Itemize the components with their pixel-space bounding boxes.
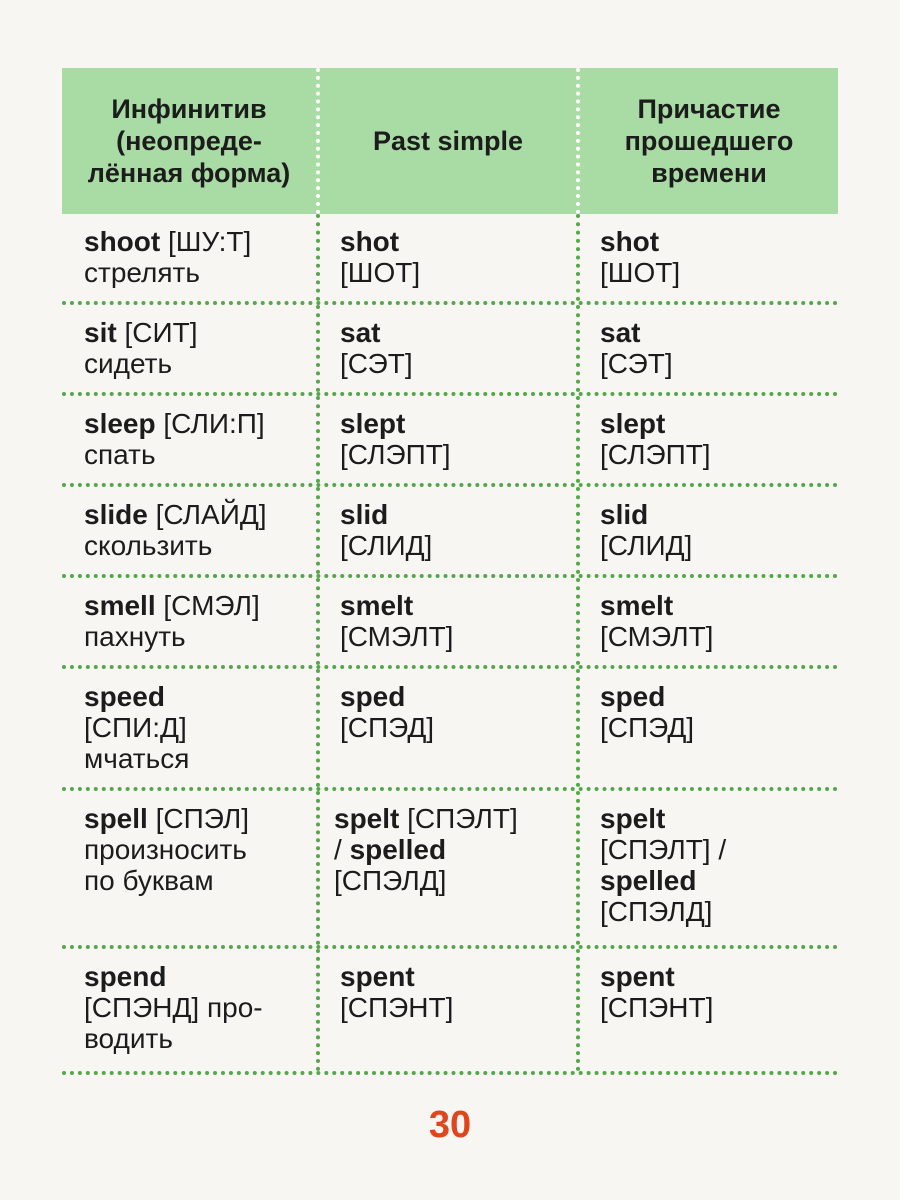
transcription: [СЛИД]: [340, 530, 433, 561]
infinitive-cell: [62, 578, 320, 665]
translation: мчаться: [84, 743, 190, 774]
transcription: [СПЭД]: [600, 712, 695, 743]
participle-cell: [580, 949, 838, 1071]
infinitive-cell: [62, 669, 320, 787]
verb-word: spelt: [334, 803, 400, 834]
transcription: [СПИ:Д]: [84, 712, 187, 743]
verb-word: shoot: [84, 226, 161, 257]
participle-cell: [580, 578, 838, 665]
transcription: [СЭТ]: [340, 348, 413, 379]
infinitive-cell: [62, 214, 320, 301]
transcription: [СПЭД]: [340, 712, 435, 743]
table-row: [62, 669, 838, 791]
transcription: [СПЭНД] про-: [84, 992, 263, 1023]
verb-word: smell: [84, 590, 156, 621]
verb-word: spell: [84, 803, 148, 834]
translation: сидеть: [84, 348, 173, 379]
table-row: [62, 305, 838, 396]
transcription: [СПЭЛД]: [600, 896, 713, 927]
verb-word: sped: [340, 681, 406, 712]
past-simple-cell: [320, 791, 580, 945]
verb-word: shot: [600, 226, 660, 257]
transcription: [СЛЭПТ]: [340, 439, 451, 470]
verb-word: smelt: [340, 590, 414, 621]
verb-word: spelled: [600, 865, 697, 896]
transcription: [СПЭНТ]: [340, 992, 454, 1023]
table-row: [62, 396, 838, 487]
participle-cell: [580, 396, 838, 483]
verb-word: slept: [600, 408, 666, 439]
transcription: [СЭТ]: [600, 348, 673, 379]
past-simple-cell: [320, 487, 580, 574]
transcription: [СИТ]: [124, 317, 198, 348]
transcription: [СПЭЛД]: [334, 865, 447, 896]
header-infinitive: Инфинитив (неопреде-лённая форма): [62, 68, 320, 214]
verb-word: sped: [600, 681, 666, 712]
table-row: [62, 578, 838, 669]
infinitive-cell: [62, 396, 320, 483]
participle-cell: [580, 669, 838, 787]
transcription: [СЛИД]: [600, 530, 693, 561]
transcription: [СЛАЙД]: [155, 499, 267, 530]
translation: по буквам: [84, 865, 214, 896]
verb-word: slide: [84, 499, 148, 530]
verb-word: spelled: [349, 834, 447, 865]
past-simple-cell: [320, 305, 580, 392]
verb-word: shot: [340, 226, 400, 257]
table-row: [62, 487, 838, 578]
participle-cell: [580, 214, 838, 301]
infinitive-cell: [62, 487, 320, 574]
transcription: [СПЭЛТ] /: [600, 834, 727, 865]
infinitive-cell: [62, 949, 320, 1071]
page-number: 30: [428, 1104, 472, 1146]
header-past-simple: Past simple: [320, 68, 580, 214]
transcription: [СЛИ:П]: [163, 408, 265, 439]
table-row: [62, 214, 838, 305]
verb-word: slept: [340, 408, 406, 439]
translation: пахнуть: [84, 621, 186, 652]
header-past-participle: Причастие прошедшего времени: [624, 94, 794, 188]
verb-word: spent: [600, 961, 675, 992]
translation: стрелять: [84, 257, 200, 288]
verb-word: spelt: [600, 803, 666, 834]
verb-word: smelt: [600, 590, 674, 621]
infinitive-cell: [62, 305, 320, 392]
verb-word: sat: [600, 317, 641, 348]
translation: водить: [84, 1023, 173, 1054]
transcription: [ШОТ]: [600, 257, 681, 288]
verb-word: slid: [600, 499, 649, 530]
verb-word: slid: [340, 499, 389, 530]
verb-word: sat: [340, 317, 381, 348]
translation: произносить: [84, 834, 247, 865]
verb-word: speed: [84, 681, 165, 712]
transcription: [СПЭНТ]: [600, 992, 714, 1023]
translation: скользить: [84, 530, 213, 561]
translation: спать: [84, 439, 156, 470]
verb-word: spent: [340, 961, 415, 992]
table-header: [62, 68, 838, 214]
transcription: [СМЭЛ]: [163, 590, 260, 621]
verb-word: spend: [84, 961, 167, 992]
irregular-verbs-table: [62, 68, 838, 1075]
verb-word: sleep: [84, 408, 156, 439]
transcription: [СПЭЛТ]: [407, 803, 518, 834]
infinitive-cell: [62, 791, 320, 945]
past-simple-cell: [320, 669, 580, 787]
separator: /: [334, 834, 350, 865]
transcription: [СМЭЛТ]: [340, 621, 454, 652]
past-simple-cell: [320, 578, 580, 665]
past-simple-cell: [320, 396, 580, 483]
transcription: [ШОТ]: [340, 257, 421, 288]
transcription: [ШУ:Т]: [168, 226, 252, 257]
transcription: [СПЭЛ]: [155, 803, 250, 834]
verb-word: sit: [84, 317, 117, 348]
table-row: [62, 791, 838, 949]
participle-cell: [580, 487, 838, 574]
participle-cell: [580, 305, 838, 392]
past-simple-cell: [320, 214, 580, 301]
transcription: [СЛЭПТ]: [600, 439, 711, 470]
table-row: [62, 949, 838, 1075]
participle-cell: [580, 791, 838, 945]
past-simple-cell: [320, 949, 580, 1071]
transcription: [СМЭЛТ]: [600, 621, 714, 652]
